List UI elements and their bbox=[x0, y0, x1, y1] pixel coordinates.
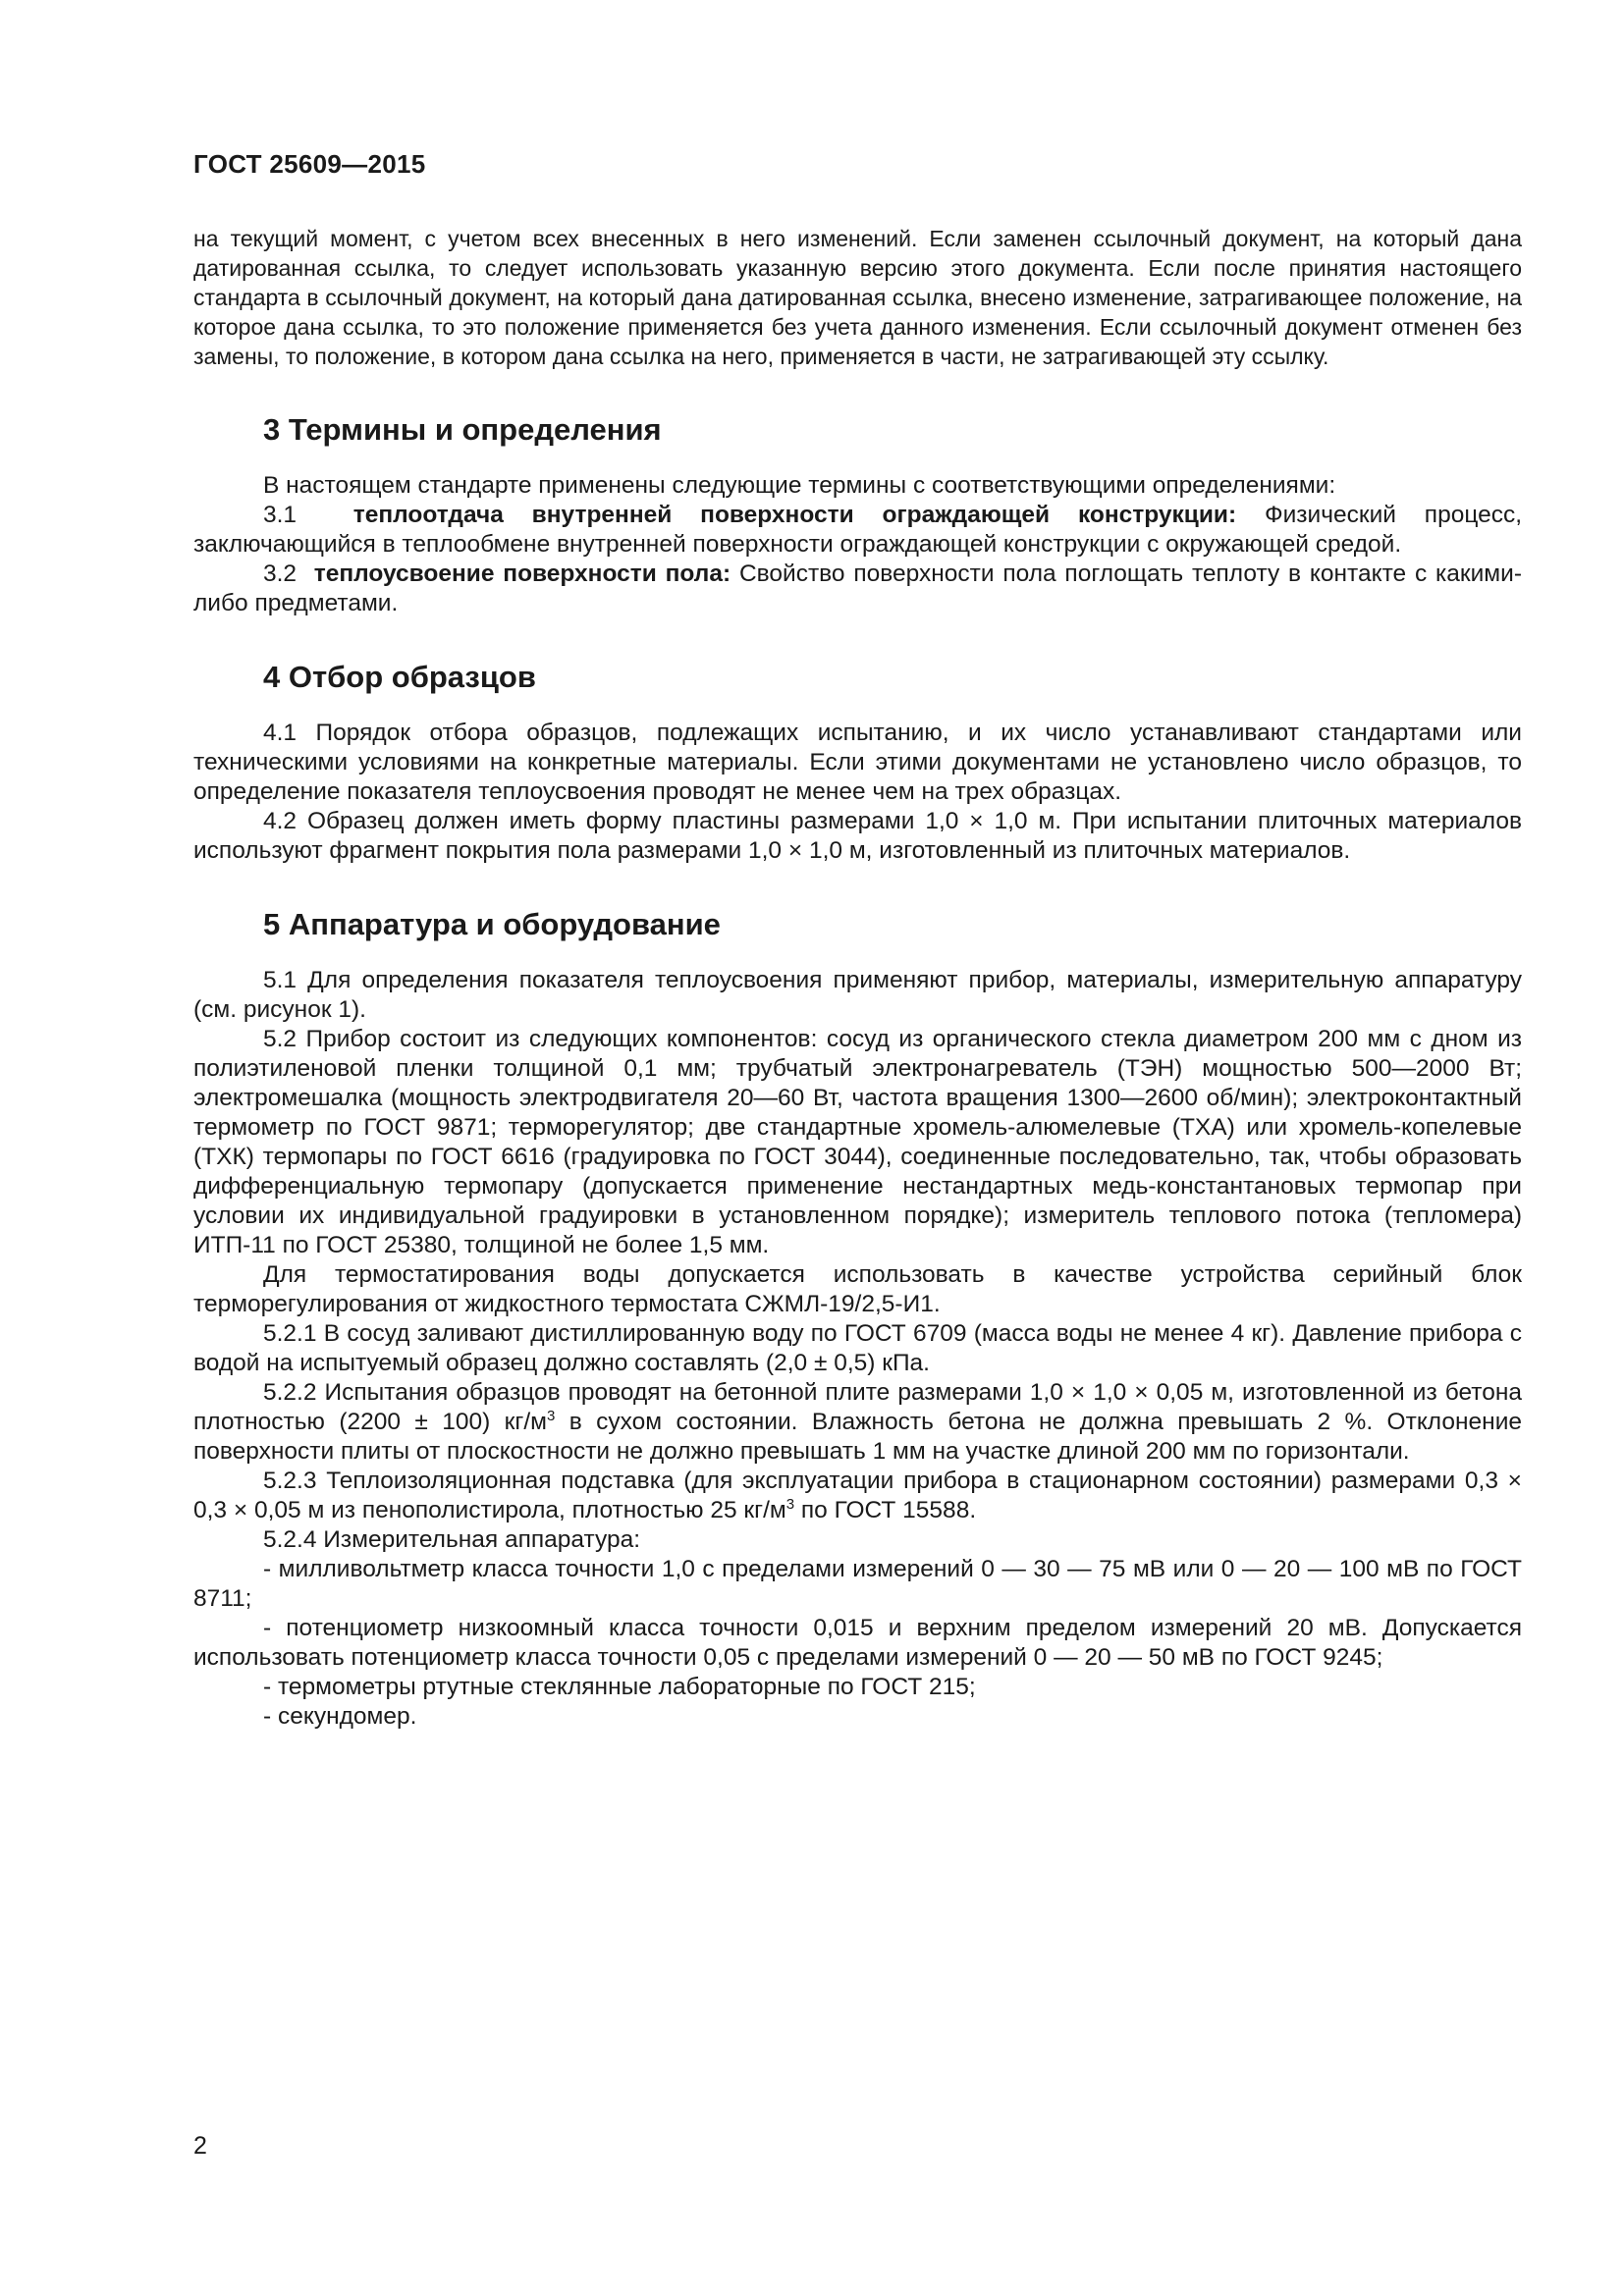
section-5-title: 5 Аппаратура и оборудование bbox=[263, 907, 721, 941]
page-number: 2 bbox=[193, 2132, 207, 2160]
page-content bbox=[193, 224, 1522, 1732]
clause-5-2-2-text: 5.2.2 Испытания образцов проводят на бетонной плите размерами 1,0 × 1,0 × 0,05 м, изготовленной из бетона плотностью (2200 ± 100) кг/м bbox=[193, 1379, 1522, 1435]
list-item: - потенциометр низкоомный класса точности 0,015 и верхним пределом измерений 20 мВ. Допускается использовать потенциометр класса точности 0,05 с пределами измерений 0 — 20 — 50 мВ по ГОСТ 9245; bbox=[193, 1615, 1522, 1671]
list-item: - термометры ртутные стеклянные лабораторные по ГОСТ 215; bbox=[263, 1674, 976, 1700]
clause-5-2-2-text-cont: в сухом состоянии. Влажность бетона не должна превышать 2 %. Отклонение поверхности плиты от плоскостности не должно превышать 1 мм на участке длиной 200 мм по горизонтали. bbox=[193, 1409, 1523, 1465]
cubic-superscript: 3 bbox=[785, 1496, 795, 1513]
clause-4-2: 4.2 Образец должен иметь форму пластины размерами 1,0 × 1,0 м. При испытании плиточных материалов используют фрагмент покрытия пола размерами 1,0 × 1,0 м, изготовленный из плиточных материалов. bbox=[193, 808, 1522, 864]
document-code-header: ГОСТ 25609—2015 bbox=[193, 149, 426, 179]
term-3-2 bbox=[193, 560, 1522, 618]
clause-4-1: 4.1 Порядок отбора образцов, подлежащих испытанию, и их число устанавливают стандартами или техническими условиями на конкретные материалы. Если этими документами не установлено число образцов, то определение показателя теплоусвоения проводят не менее чем на трех образцах. bbox=[193, 720, 1522, 805]
clause-5-2-3 bbox=[193, 1467, 1522, 1525]
term-3-2-definition: Свойство поверхности пола поглощать теплоту в контакте с какими-либо предметами. bbox=[193, 561, 1522, 616]
intro-paragraph: на текущий момент, с учетом всех внесенных в него изменений. Если заменен ссылочный документ, на который дана датированная ссылка, то следует использовать указанную версию этого документа. Если после принятия настоящего стандарта в ссылочный документ, на который дана датированная ссылка, внесено изменение, затрагивающее положение, на которое дана ссылка, то это положение применяется без учета данного изменения. Если ссылочный документ отменен без замены, то положение, в котором дана ссылка на него, применяется в части, не затрагивающей эту ссылку. bbox=[193, 226, 1522, 369]
term-3-2-number: 3.2 bbox=[263, 561, 298, 587]
section-3-lead: В настоящем стандарте применены следующие термины с соответствующими определениями: bbox=[263, 472, 1336, 499]
clause-5-2: 5.2 Прибор состоит из следующих компонентов: сосуд из органического стекла диаметром 200 мм с дном из полиэтиленовой пленки толщиной 0,1 мм; трубчатый электронагреватель (ТЭН) мощностью 500—2000 Вт; электромешалка (мощность электродвигателя 20—60 Вт, частота вращения 1300—2600 об/мин); электроконтактный термометр по ГОСТ 9871; терморегулятор; две стандартные хромель-алюмелевые (ТХА) или хромель-копелевые (ТХК) термопары по ГОСТ 6616 (градуировка по ГОСТ 3044), соединенные последовательно, так, чтобы образовать дифференциальную термопару (допускается применение нестандартных медь-константановых термопар при условии их индивидуальной градуировки в установленном порядке); измеритель теплового потока (тепломера) ИТП-11 по ГОСТ 25380, толщиной не более 1,5 мм. bbox=[193, 1026, 1522, 1258]
term-3-1-definition: Физический процесс, заключающийся в теплообмене внутренней поверхности ограждающей конструкции с окружающей средой. bbox=[193, 502, 1523, 558]
clause-5-2-2 bbox=[193, 1378, 1522, 1467]
term-3-1-number: 3.1 bbox=[263, 502, 298, 528]
term-3-1 bbox=[193, 501, 1522, 560]
clause-5-1: 5.1 Для определения показателя теплоусвоения применяют прибор, материалы, измерительную аппаратуру (см. рисунок 1). bbox=[193, 967, 1522, 1023]
term-3-2-term: теплоусвоение поверхности пола: bbox=[313, 561, 731, 587]
clause-5-2-3-text: 5.2.3 Теплоизоляционная подставка (для эксплуатации прибора в стационарном состоянии) размерами 0,3 × 0,3 × 0,05 м из пенополистирола, плотностью 25 кг/м bbox=[193, 1468, 1522, 1523]
cubic-superscript: 3 bbox=[547, 1408, 556, 1424]
clause-5-2-3-text-cont: по ГОСТ 15588. bbox=[794, 1497, 977, 1523]
list-item: - секундомер. bbox=[263, 1703, 417, 1730]
section-4-title: 4 Отбор образцов bbox=[263, 660, 536, 694]
section-3-title: 3 Термины и определения bbox=[263, 412, 662, 447]
clause-5-2-4: 5.2.4 Измерительная аппаратура: bbox=[263, 1526, 640, 1553]
clause-5-2-note: Для термостатирования воды допускается использовать в качестве устройства серийный блок терморегулирования от жидкостного термостата СЖМЛ-19/2,5-И1. bbox=[193, 1261, 1522, 1317]
clause-5-2-1: 5.2.1 В сосуд заливают дистиллированную воду по ГОСТ 6709 (масса воды не менее 4 кг). Давление прибора с водой на испытуемый образец должно составлять (2,0 ± 0,5) кПа. bbox=[193, 1320, 1522, 1376]
list-item: - милливольтметр класса точности 1,0 с пределами измерений 0 — 30 — 75 мВ или 0 — 20 — 100 мВ по ГОСТ 8711; bbox=[193, 1556, 1522, 1612]
term-3-1-term: теплоотдача внутренней поверхности ограждающей конструкции: bbox=[352, 502, 1237, 528]
